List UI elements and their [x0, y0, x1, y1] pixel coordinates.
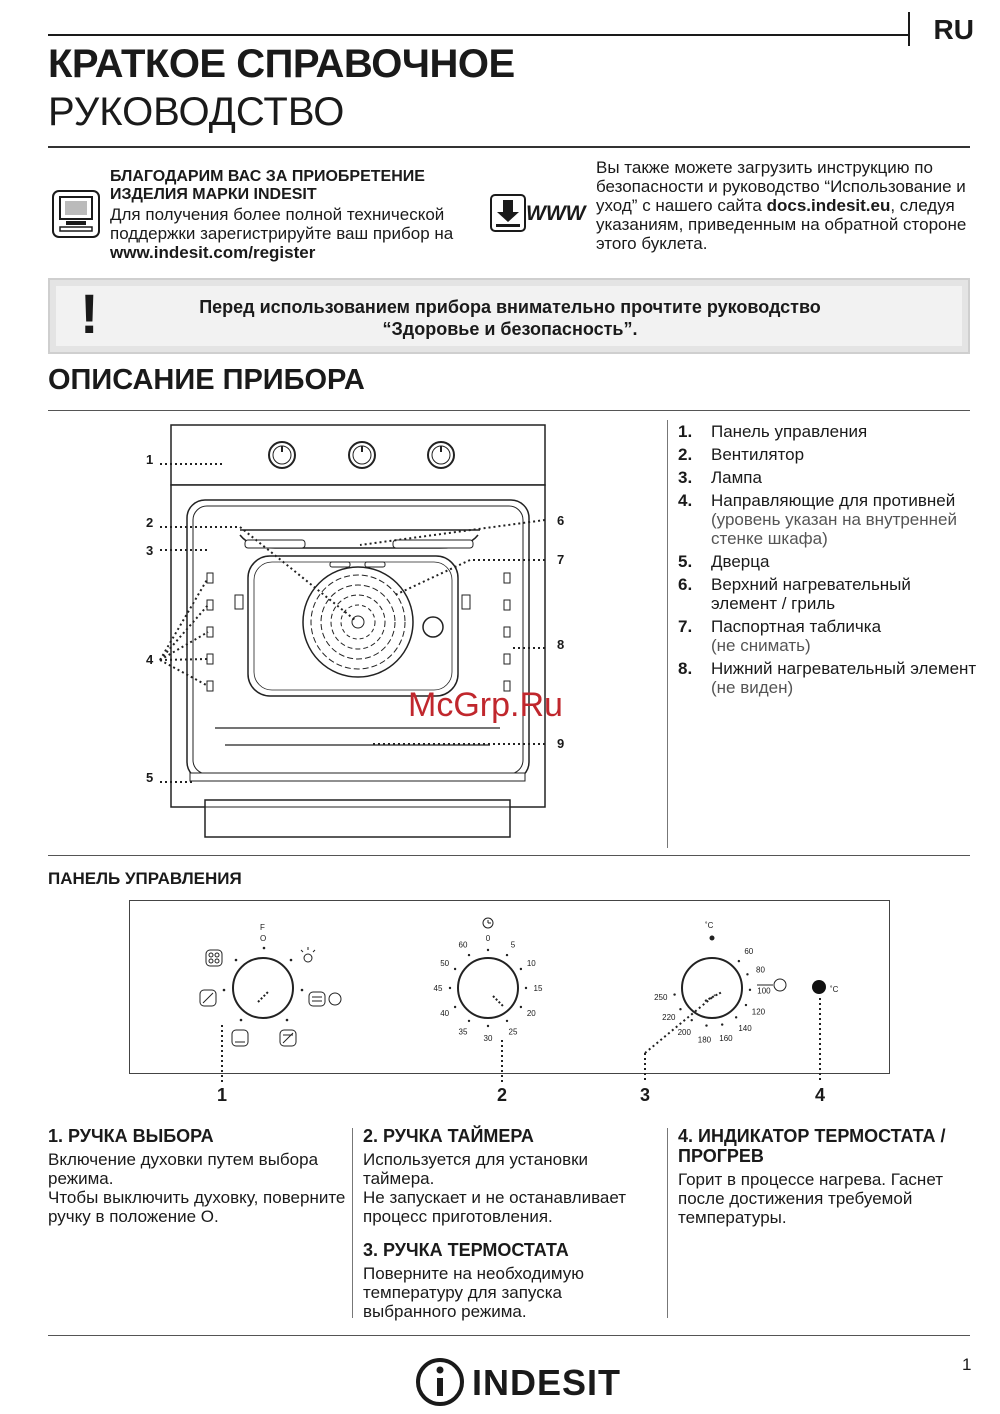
selector-text: Включение духовки путем выбора режима. Чтобы выключить духовку, поверните ручку в положение О. — [48, 1150, 346, 1226]
part-number: 5. — [678, 552, 693, 571]
thermostat-scale-label: 60 — [744, 947, 754, 957]
page-number: 1 — [962, 1355, 972, 1374]
timer-scale-label: 0 — [485, 934, 491, 943]
part-label: Нижний нагревательный элемент — [711, 659, 977, 678]
section-rule — [48, 410, 970, 411]
timer-scale-tick — [506, 1020, 508, 1022]
fan-mode-icon — [200, 990, 216, 1006]
thermostat-scale-label: 180 — [697, 1035, 712, 1045]
safety-warning-box — [48, 278, 970, 354]
thanks-heading: БЛАГОДАРИМ ВАС ЗА ПРИОБРЕТЕНИЕ ИЗДЕЛИЯ МАРКИ INDESIT — [110, 168, 425, 203]
timer-scale-tick — [506, 954, 508, 956]
parts-list — [678, 422, 978, 701]
part-note: (уровень указан на внутренней стенке шкафа) — [711, 510, 957, 548]
timer-scale-tick — [525, 987, 527, 989]
download-icon — [490, 194, 526, 232]
watermark: McGrp.Ru — [408, 686, 563, 724]
parts-list-item — [678, 575, 978, 613]
part-number: 8. — [678, 659, 693, 678]
diagram-label-1: 1 — [146, 452, 154, 467]
timer-scale-tick — [454, 968, 456, 970]
thermostat-scale-label: 120 — [751, 1007, 766, 1017]
diagram-separator — [667, 420, 668, 848]
selector-off-symbol: O — [260, 934, 267, 943]
selector-off-label: F — [260, 923, 265, 932]
part-label: Лампа — [711, 468, 762, 487]
thermostat-scale-tick — [691, 1019, 693, 1021]
parts-list-item — [678, 468, 978, 487]
parts-list-item — [678, 491, 978, 548]
timer-text: Используется для установки таймера. Не запускает и не останавливает процесс приготовления. — [363, 1150, 627, 1226]
brand-name: INDESIT — [472, 1362, 622, 1403]
part-label: Паспортная табличка — [711, 617, 882, 636]
docs-link[interactable]: docs.indesit.eu — [766, 196, 891, 215]
parts-list-item — [678, 552, 978, 571]
footer-rule — [48, 1335, 970, 1336]
knob-number-4: 4 — [815, 1085, 826, 1105]
fan-icon — [303, 567, 413, 677]
timer-scale-tick — [520, 968, 522, 970]
timer-scale-label: 25 — [508, 1027, 518, 1037]
panel-knob-3 — [428, 442, 454, 468]
warning-text: Перед использованием прибора внимательно прочтите руководство “Здоровье и безопасность”. — [199, 297, 821, 339]
timer-scale-tick — [468, 954, 470, 956]
part-number: 2. — [678, 445, 693, 464]
knob-number-2: 2 — [497, 1085, 508, 1105]
indesit-logo-icon — [414, 1356, 466, 1408]
thermostat-knob — [682, 958, 742, 1018]
timer-heading: 2. РУЧКА ТАЙМЕРА — [363, 1126, 534, 1146]
part-number: 3. — [678, 468, 693, 487]
part-label: Верхний нагревательный элемент / гриль — [711, 575, 911, 613]
thermostat-scale-label: 200 — [677, 1027, 691, 1037]
mode-icon-conventional — [206, 950, 222, 966]
selector-knob — [233, 958, 293, 1018]
timer-scale-label: 15 — [533, 984, 543, 993]
timer-scale-tick — [487, 949, 489, 951]
section-title: ОПИСАНИЕ ПРИБОРА — [48, 364, 365, 396]
indicator-heading: 4. ИНДИКАТОР ТЕРМОСТАТА / ПРОГРЕВ — [678, 1126, 946, 1166]
timer-scale-label: 45 — [433, 984, 443, 993]
computer-icon — [52, 190, 100, 238]
diagram-label-7: 7 — [557, 552, 565, 567]
docs-text-pre: Вы также можете загрузить инструкцию по безопасности и руководство “Использование и уход” с нашего сайта — [596, 158, 966, 215]
thermostat-indicator-light — [812, 980, 826, 994]
thermostat-scale-label: 80 — [756, 965, 765, 975]
thermostat-scale-label: 220 — [662, 1012, 676, 1022]
diagram-label-3: 3 — [146, 543, 154, 558]
part-label: Панель управления — [711, 422, 868, 441]
diagram-label-8: 8 — [557, 637, 565, 652]
docs-text-post: , следуя указаниям, приведенным на обратной стороне этого буклета. — [596, 196, 967, 253]
part-number: 6. — [678, 575, 693, 594]
timer-knob — [458, 958, 518, 1018]
part-note: (не снимать) — [711, 636, 811, 655]
knob-number-1: 1 — [217, 1085, 228, 1105]
diagram-label-2: 2 — [146, 515, 154, 530]
part-label: Дверца — [711, 552, 770, 571]
turbo-mode-icon — [280, 1030, 296, 1046]
register-text — [110, 205, 490, 262]
part-note: (не виден) — [711, 678, 794, 697]
oven-door — [205, 800, 510, 837]
control-panel-drawing — [129, 900, 890, 1110]
register-link[interactable]: www.indesit.com/register — [110, 243, 316, 262]
grill-mode-icon — [309, 992, 341, 1006]
timer-scale-label: 35 — [458, 1027, 468, 1037]
panel-rule — [48, 855, 970, 856]
thermostat-scale-label: 160 — [719, 1034, 733, 1044]
timer-scale-label: 60 — [458, 940, 468, 950]
www-label: WWW — [526, 202, 586, 225]
parts-list-item — [678, 445, 978, 464]
timer-scale-tick — [520, 1006, 522, 1008]
timer-scale-tick — [449, 987, 451, 989]
language-code: RU — [933, 14, 974, 45]
clock-icon — [483, 918, 493, 928]
thermostat-scale-label: 100 — [757, 986, 771, 996]
header-rule — [48, 34, 908, 36]
timer-scale-label: 30 — [483, 1034, 493, 1043]
language-tab — [908, 12, 980, 46]
timer-scale-label: 20 — [526, 1009, 536, 1018]
thermostat-scale-label: 250 — [654, 993, 668, 1003]
title-rule — [48, 146, 970, 148]
knob-number-3: 3 — [640, 1085, 651, 1105]
lamp-icon — [423, 617, 443, 637]
thermostat-scale-tick — [738, 960, 740, 962]
page-title-line1: КРАТКОЕ СПРАВОЧНОЕ — [48, 42, 515, 86]
timer-scale-label: 50 — [440, 959, 450, 968]
part-label: Вентилятор — [711, 445, 805, 464]
thermostat-scale-tick — [679, 1008, 681, 1010]
part-number: 4. — [678, 491, 693, 510]
lamp-mode-icon — [301, 947, 315, 962]
thermostat-scale-tick — [721, 1023, 723, 1025]
docs-text — [596, 158, 971, 253]
thermostat-heading: 3. РУЧКА ТЕРМОСТАТА — [363, 1240, 569, 1260]
timer-scale-tick — [487, 1025, 489, 1027]
thermostat-scale-tick — [746, 973, 748, 975]
thermostat-scale-tick — [673, 993, 675, 995]
exclamation-icon: ! — [80, 282, 99, 345]
diagram-label-9: 9 — [557, 736, 565, 751]
diagram-label-6: 6 — [557, 513, 565, 528]
col-separator-2 — [667, 1128, 668, 1318]
thermostat-scale-tick — [745, 1004, 747, 1006]
part-number: 7. — [678, 617, 693, 636]
panel-title: ПАНЕЛЬ УПРАВЛЕНИЯ — [48, 869, 242, 888]
thermostat-text: Поверните на необходимую температуру для запуска выбранного режима. — [363, 1264, 585, 1321]
timer-scale-tick — [468, 1020, 470, 1022]
selector-heading: 1. РУЧКА ВЫБОРА — [48, 1126, 214, 1146]
indicator-text: Горит в процессе нагрева. Гаснет после достижения требуемой температуры. — [678, 1170, 943, 1227]
parts-list-item — [678, 659, 978, 697]
thermostat-scale-label: 140 — [738, 1024, 752, 1034]
panel-knob-1 — [269, 442, 295, 468]
timer-scale-label: 40 — [440, 1009, 450, 1018]
col-separator-1 — [352, 1128, 353, 1318]
bottom-heat-mode-icon — [232, 1030, 248, 1046]
diagram-label-4: 4 — [146, 652, 154, 667]
parts-list-item — [678, 617, 978, 655]
timer-scale-label: 10 — [526, 959, 536, 968]
parts-list-item — [678, 422, 978, 441]
timer-scale-tick — [454, 1006, 456, 1008]
indicator-unit: ˚C — [830, 985, 839, 994]
oven-diagram — [140, 418, 580, 842]
thermostat-scale-tick — [749, 989, 751, 991]
page-title-line2: РУКОВОДСТВО — [48, 90, 345, 134]
part-number: 1. — [678, 422, 693, 441]
part-label: Направляющие для противней — [711, 491, 956, 510]
timer-scale-label: 5 — [510, 940, 516, 950]
thermostat-scale-tick — [735, 1016, 737, 1018]
register-text-body: Для получения более полной технической поддержки зарегистрируйте ваш прибор на — [110, 205, 454, 243]
thermostat-unit: ˚C — [705, 921, 714, 930]
thermostat-scale-tick — [705, 1024, 707, 1026]
diagram-label-5: 5 — [146, 770, 154, 785]
panel-knob-2 — [349, 442, 375, 468]
